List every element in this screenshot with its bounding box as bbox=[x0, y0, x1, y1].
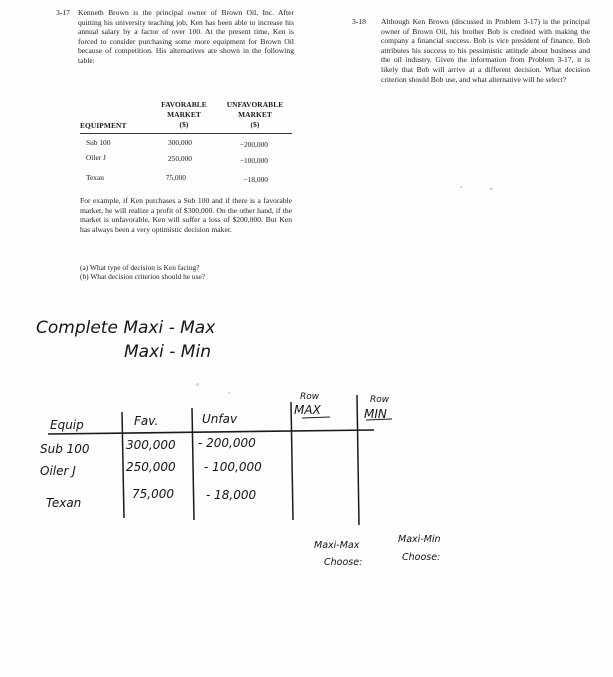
row-equipment: Oiler J bbox=[86, 153, 106, 162]
problem-318-text: Although Ken Brown (discussed in Problem 3-17) is the principal owner of Brown Oil, his brother Bob is credited with making the company a financial success. Bob is vice president of finance. Bob attributes his success to his pessimistic attitude about business and the oil industry. Given the information from Problem 3-17, it is likely that Bob will arrive at a different decision. What decision criterion should Bob use, and what alternative will he select? bbox=[381, 17, 590, 84]
handwritten-maximax-choose: Choose: bbox=[324, 557, 363, 568]
problem-318-number: 3-18 bbox=[352, 17, 366, 26]
header-unfavorable-line1: UNFAVORABLE bbox=[226, 100, 284, 109]
question-b: (b) What decision criterion should he use? bbox=[80, 272, 206, 282]
row-favorable: 300,000 bbox=[167, 138, 192, 147]
handwritten-row-equip: Sub 100 bbox=[40, 442, 90, 456]
handwritten-row-equip: Oiler J bbox=[40, 464, 76, 478]
handwritten-row-equip: Texan bbox=[46, 496, 82, 510]
handwritten-row-unfav: - 18,000 bbox=[206, 488, 257, 502]
scan-speck bbox=[228, 392, 230, 394]
handwritten-heading-line2: Maxi - Min bbox=[124, 342, 211, 362]
handwritten-maximax-label: Maxi-Max bbox=[314, 540, 360, 551]
handwritten-col-rowmin-top: Row bbox=[370, 395, 390, 405]
handwritten-col-rowmin: MIN bbox=[364, 407, 387, 421]
header-favorable-line1: FAVORABLE bbox=[161, 100, 207, 109]
handwritten-row-fav: 300,000 bbox=[126, 438, 176, 452]
handwritten-row-unfav: - 100,000 bbox=[204, 460, 262, 474]
header-unfavorable-line3: ($) bbox=[250, 120, 260, 129]
row-favorable: 250,000 bbox=[167, 154, 192, 163]
problem-317-text: Kenneth Brown is the principal owner of Brown Oil, Inc. After quitting his university teaching job, Ken has been able to increase his annual salary by a factor of over 100. At the present time, Ken is forced to consider purchasing some more equipment for Brown Oil because of competition. His alternatives are shown in the following table: bbox=[78, 8, 294, 65]
problem-317-number: 3-17 bbox=[56, 8, 70, 17]
handwritten-maximin-label: Maxi-Min bbox=[398, 534, 441, 545]
question-a: (a) What type of decision is Ken facing? bbox=[80, 263, 200, 272]
handwritten-col-rowmax: MAX bbox=[294, 403, 321, 417]
handwritten-row-fav: 75,000 bbox=[132, 487, 174, 501]
handwritten-heading-line1: Complete Maxi - Max bbox=[36, 318, 216, 338]
header-unfavorable-line2: MARKET bbox=[238, 110, 272, 119]
row-unfavorable: −100,000 bbox=[239, 156, 268, 165]
row-unfavorable: −200,000 bbox=[239, 140, 268, 149]
scan-speck bbox=[490, 188, 493, 190]
row-favorable: 75,000 bbox=[165, 173, 186, 182]
row-unfavorable: −18,000 bbox=[243, 175, 268, 184]
scan-speck bbox=[196, 383, 199, 386]
handwritten-col-equip: Equip bbox=[50, 418, 84, 432]
handwritten-col-unfav: Unfav bbox=[202, 412, 238, 426]
handwritten-row-fav: 250,000 bbox=[126, 460, 176, 474]
header-equipment: EQUIPMENT bbox=[80, 121, 127, 130]
handwritten-maximin-choose: Choose: bbox=[402, 552, 441, 563]
row-equipment: Texan bbox=[86, 173, 104, 182]
scan-speck bbox=[460, 186, 462, 188]
header-favorable-line3: ($) bbox=[179, 120, 189, 129]
handwritten-col-fav: Fav. bbox=[134, 414, 159, 428]
row-equipment: Sub 100 bbox=[86, 138, 111, 147]
handwritten-row-unfav: - 200,000 bbox=[198, 436, 256, 450]
header-favorable-line2: MARKET bbox=[167, 110, 201, 119]
example-text: For example, if Ken purchases a Sub 100 and if there is a favorable market, he will realize a profit of $300,000. On the other hand, if the market is unfavorable, Ken will suffer a loss of $200,000. But Ken has always been a very optimistic decision maker. bbox=[80, 196, 292, 234]
handwritten-col-rowmax-top: Row bbox=[300, 392, 320, 402]
